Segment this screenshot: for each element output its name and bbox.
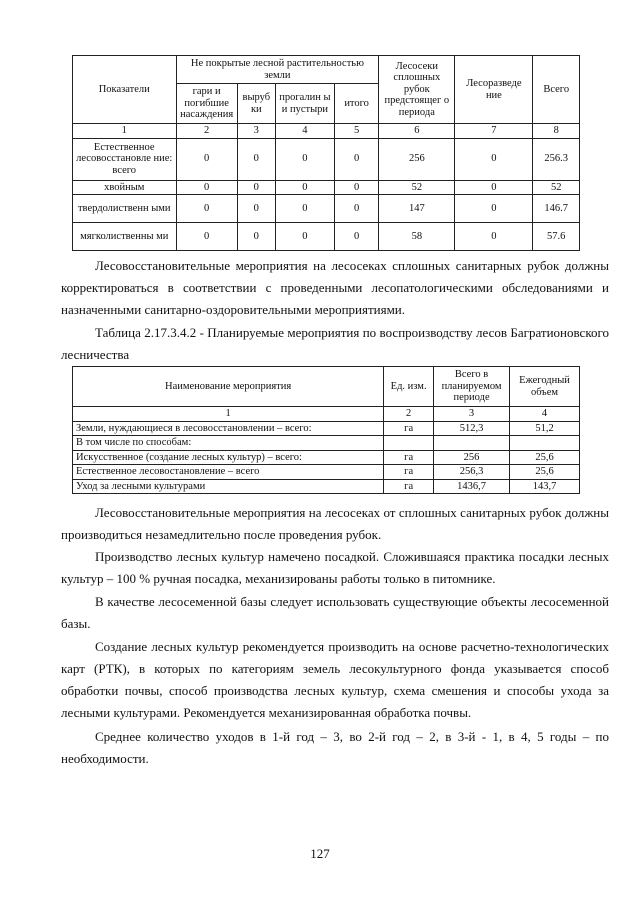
cell: 256,3: [434, 465, 510, 480]
forest-restoration-table: [72, 55, 580, 251]
cell: 0: [455, 223, 533, 251]
column-number-row: [73, 124, 580, 139]
cell: 0: [455, 180, 533, 195]
col-num: 8: [533, 124, 580, 139]
cell: 52: [379, 180, 455, 195]
col-num: 4: [275, 124, 334, 139]
col-num: 1: [73, 407, 384, 422]
cell: га: [384, 465, 434, 480]
cell: 512,3: [434, 421, 510, 436]
cell: 0: [237, 180, 275, 195]
cell: 0: [334, 180, 378, 195]
row-label: мягколиственны ми: [73, 223, 177, 251]
header-forest-dev: Лесоразведе ние: [455, 56, 533, 124]
paragraph: В качестве лесосеменной базы следует использовать существующие объекты лесосеменной базы.: [61, 594, 609, 631]
cell: 0: [334, 138, 378, 180]
row-label: В том числе по способам:: [73, 436, 384, 451]
header-clearings: выруб ки: [237, 84, 275, 124]
cell: 0: [275, 138, 334, 180]
cell: 256.3: [533, 138, 580, 180]
table-row: [73, 180, 580, 195]
cell: 0: [275, 195, 334, 223]
table-row: [73, 195, 580, 223]
cell: 0: [176, 180, 237, 195]
header-logging: Лесосеки сплошных рубок предстоящег о периода: [379, 56, 455, 124]
table-row: [73, 138, 580, 180]
paragraph: Создание лесных культур рекомендуется производить на основе расчетно-технологических карт (РТК), в которых по категориям земель лесокультурного фонда указывается способ обработки почвы, способ производства лесных культур, схема смешения и способы ухода за лесными культурами. Рекомендуется механизированная обработка почвы.: [61, 639, 609, 720]
header-annual: Ежегодный объем: [510, 367, 580, 407]
table-row: [73, 450, 580, 465]
row-label: твердолиственн ыми: [73, 195, 177, 223]
header-total: Всего: [533, 56, 580, 124]
cell: 256: [434, 450, 510, 465]
row-label: хвойным: [73, 180, 177, 195]
paragraph: Производство лесных культур намечено посадкой. Сложившаяся практика посадки лесных культур – 100 % ручная посадка, механизированы работы только в питомнике.: [61, 549, 609, 586]
cell: 1436,7: [434, 479, 510, 494]
cell: 57.6: [533, 223, 580, 251]
col-num: 2: [176, 124, 237, 139]
header-subtotal: итого: [334, 84, 378, 124]
cell: 25,6: [510, 450, 580, 465]
table-row: [73, 421, 580, 436]
cell: 0: [455, 138, 533, 180]
cell: 0: [275, 180, 334, 195]
col-num: 3: [237, 124, 275, 139]
cell: 0: [334, 195, 378, 223]
cell: 143,7: [510, 479, 580, 494]
header-glades: прогалин ы и пустыри: [275, 84, 334, 124]
cell: [384, 436, 434, 451]
row-label: Естественное лесовостановление – всего: [73, 465, 384, 480]
cell: 0: [275, 223, 334, 251]
table-row: [73, 223, 580, 251]
header-name: Наименование мероприятия: [73, 367, 384, 407]
column-number-row: [73, 407, 580, 422]
cell: 0: [237, 138, 275, 180]
cell: [434, 436, 510, 451]
cell: 147: [379, 195, 455, 223]
col-num: 7: [455, 124, 533, 139]
col-num: 3: [434, 407, 510, 422]
table-row: [73, 465, 580, 480]
table-row: [73, 479, 580, 494]
row-label: Искусственное (создание лесных культур) – всего:: [73, 450, 384, 465]
cell: 0: [334, 223, 378, 251]
cell: 25,6: [510, 465, 580, 480]
cell: га: [384, 421, 434, 436]
col-num: 5: [334, 124, 378, 139]
page-number: 127: [310, 846, 330, 861]
paragraph: Лесовосстановительные мероприятия на лесосеках сплошных санитарных рубок должны корректироваться в соответствии с проведенными лесопатологическими обследованиями и назначенными санитарно-оздоровительными мероприятиями.: [61, 258, 609, 317]
cell: га: [384, 479, 434, 494]
col-num: 1: [73, 124, 177, 139]
col-num: 6: [379, 124, 455, 139]
paragraph: Среднее количество уходов в 1-й год – 3, во 2-й год – 2, в 3-й - 1, в 4, 5 годы – по необходимости.: [61, 729, 609, 766]
header-total-period: Всего в планируемом периоде: [434, 367, 510, 407]
header-not-covered: Не покрытые лесной растительностью земли: [176, 56, 379, 84]
header-unit: Ед. изм.: [384, 367, 434, 407]
cell: 51,2: [510, 421, 580, 436]
table-caption: Таблица 2.17.3.4.2 - Планируемые мероприятия по воспроизводству лесов Багратионовского лесничества: [61, 325, 609, 362]
cell: 0: [237, 195, 275, 223]
cell: 146.7: [533, 195, 580, 223]
row-label: Естественное лесовосстановле ние: всего: [73, 138, 177, 180]
cell: 0: [237, 223, 275, 251]
table-row: [73, 436, 580, 451]
cell: 0: [176, 138, 237, 180]
col-num: 4: [510, 407, 580, 422]
row-label: Уход за лесными культурами: [73, 479, 384, 494]
header-indicators: Показатели: [73, 56, 177, 124]
col-num: 2: [384, 407, 434, 422]
cell: 52: [533, 180, 580, 195]
cell: 256: [379, 138, 455, 180]
cell: 0: [176, 195, 237, 223]
cell: 0: [176, 223, 237, 251]
reproduction-measures-table: [72, 366, 580, 494]
row-label: Земли, нуждающиеся в лесовосстановлении – всего:: [73, 421, 384, 436]
header-burned: гари и погибшие насаждения: [176, 84, 237, 124]
cell: [510, 436, 580, 451]
cell: 58: [379, 223, 455, 251]
paragraph: Лесовосстановительные мероприятия на лесосеках от сплошных санитарных рубок должны производиться незамедлительно после проведения рубок.: [61, 505, 609, 542]
cell: га: [384, 450, 434, 465]
cell: 0: [455, 195, 533, 223]
